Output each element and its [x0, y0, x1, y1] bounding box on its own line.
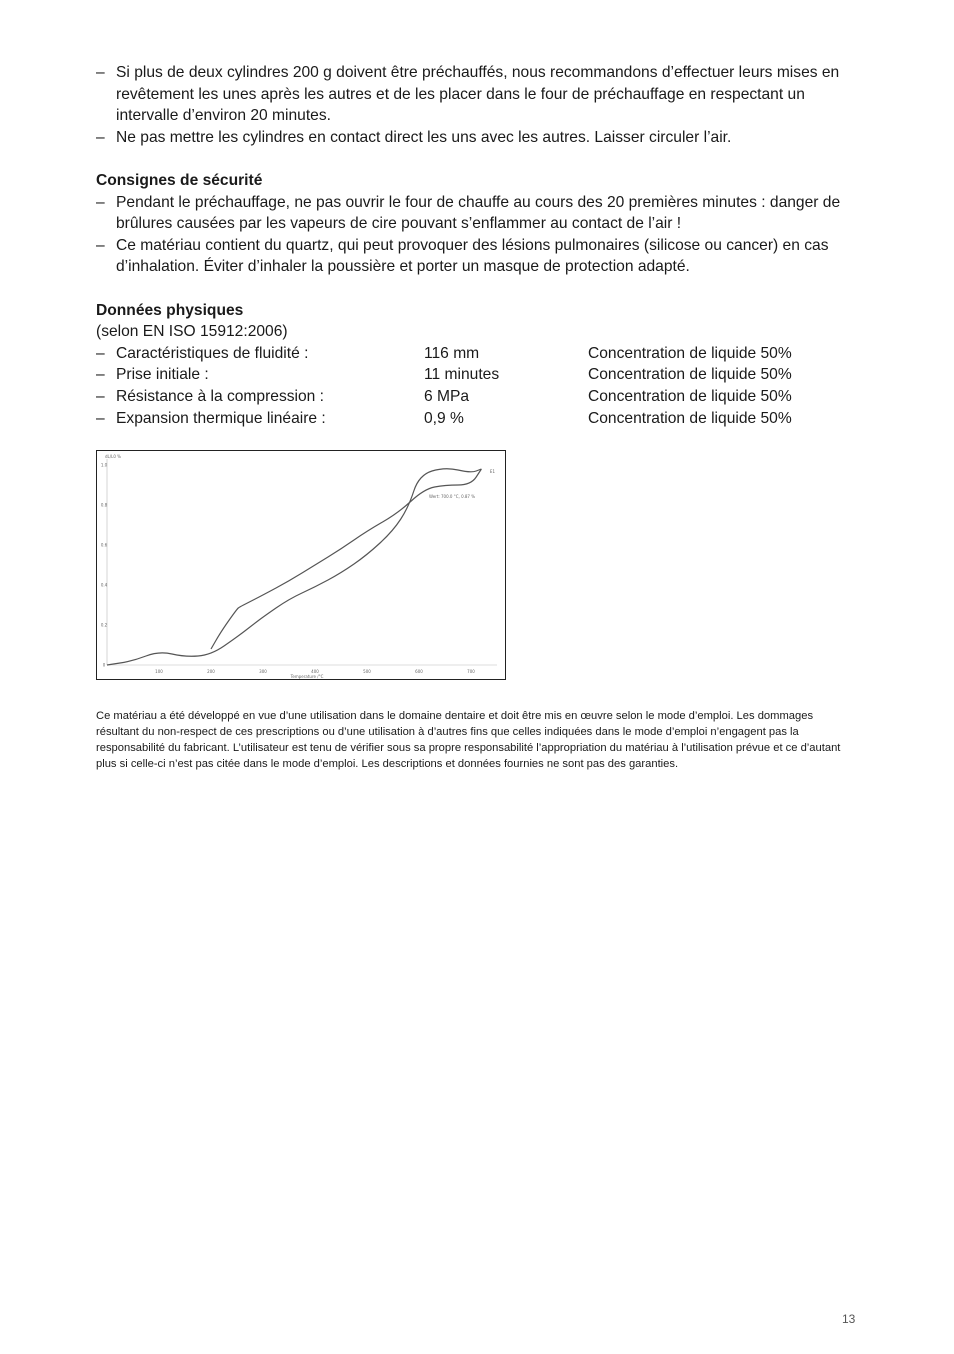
physical-row [96, 343, 858, 365]
disclaimer: Ce matériau a été développé en vue d’une utilisation dans le domaine dentaire et doit être mis en œuvre selon le mode d’emploi. Les dommages résultant du non-respect de ces prescriptions ou d’une utilisation à d’autres fins que celles indiquées dans le mode d’emploi n’engagent pas la responsabilité du fabricant. L’utilisateur est tenu de vérifier sous sa propre responsabilité l’appropriation du matériau à l’utilisation prévue et ce d’autant plus si celle-ci n’est pas citée dans le mode d’emploi. Les descriptions et données fournies ne sont pas des garanties. [96, 710, 841, 770]
bullet-dash: – [96, 366, 105, 384]
safety-bullet-text: Ce matériau contient du quartz, qui peut provoquer des lésions pulmonaires (silicose ou cancer) en cas d’inhalation. Éviter d’inhaler la poussière et porter un masque de protection adapté. [116, 236, 829, 275]
chart-svg [97, 451, 505, 679]
bullet-dash: – [96, 344, 105, 362]
y-tick-label: 0.2 [100, 622, 108, 628]
corner-label: E1 [489, 469, 495, 474]
x-tick-label: 300 [259, 669, 267, 674]
x-tick-label: 100 [155, 669, 163, 674]
physical-note: Concentration de liquide 50% [588, 388, 792, 406]
y-tick-label: 0.6 [100, 542, 108, 548]
physical-row [96, 386, 858, 408]
physical-note: Concentration de liquide 50% [588, 366, 792, 384]
bullet-dash: – [96, 128, 105, 146]
x-tick-label: 200 [207, 669, 215, 674]
intro-bullet-text: Ne pas mettre les cylindres en contact direct les uns avec les autres. Laisser circuler l’air. [116, 128, 732, 146]
y-tick-label: 0.4 [100, 582, 108, 588]
thermal-expansion-chart [96, 450, 506, 680]
physical-subheading: (selon EN ISO 15912:2006) [96, 323, 288, 340]
y-tick-label: 1.0 [100, 462, 108, 468]
y-tick-label: 0.8 [100, 502, 108, 508]
physical-value: 116 mm [424, 344, 480, 362]
physical-label: Prise initiale : [116, 366, 209, 384]
bullet-dash: – [96, 409, 105, 427]
physical-note: Concentration de liquide 50% [588, 409, 792, 427]
physical-value: 6 MPa [424, 388, 470, 406]
x-tick-label: 600 [415, 669, 423, 674]
page-number: 13 [842, 1312, 856, 1326]
intro-bullet-2 [96, 127, 858, 149]
chart-annotation: Wert: 700.0 °C, 0.87 % [429, 494, 476, 499]
physical-value: 11 minutes [424, 366, 500, 384]
safety-bullet-text: Pendant le préchauffage, ne pas ouvrir le four de chauffe au cours des 20 premières minutes : danger de brûlures causées par les vapeurs de cire pouvant s’enflammer au contact de l’air ! [116, 193, 841, 232]
physical-value: 0,9 % [424, 409, 464, 427]
x-tick-label: 700 [467, 669, 475, 674]
physical-label: Résistance à la compression : [116, 388, 325, 406]
x-tick-label: 400 [311, 669, 319, 674]
physical-row [96, 408, 858, 430]
safety-heading: Consignes de sécurité [96, 172, 263, 189]
y-axis-label: dL/L0 % [105, 454, 121, 459]
x-tick-label: 500 [363, 669, 371, 674]
bullet-dash: – [96, 388, 105, 406]
intro-bullet-1 [96, 62, 858, 127]
physical-note: Concentration de liquide 50% [588, 344, 792, 362]
intro-bullet-text: Si plus de deux cylindres 200 g doivent être préchauffés, nous recommandons d’effectuer leurs mises en revêtement les unes après les autres et de les placer dans le four de préchauffage en respectant un intervalle d’environ 20 minutes. [116, 64, 840, 124]
bullet-dash: – [96, 193, 105, 211]
safety-bullet-1 [96, 192, 858, 235]
heating-curve [107, 469, 481, 665]
bullet-dash: – [96, 236, 105, 254]
physical-label: Expansion thermique linéaire : [116, 409, 326, 427]
physical-heading: Données physiques [96, 301, 244, 319]
bullet-dash: – [96, 64, 105, 81]
safety-bullet-2 [96, 235, 858, 278]
y-tick-label: 0 [102, 662, 106, 668]
x-axis-label: Temperature /°C [290, 674, 324, 679]
physical-row [96, 364, 858, 386]
page-content [96, 62, 858, 430]
physical-label: Caractéristiques de fluidité : [116, 344, 309, 362]
